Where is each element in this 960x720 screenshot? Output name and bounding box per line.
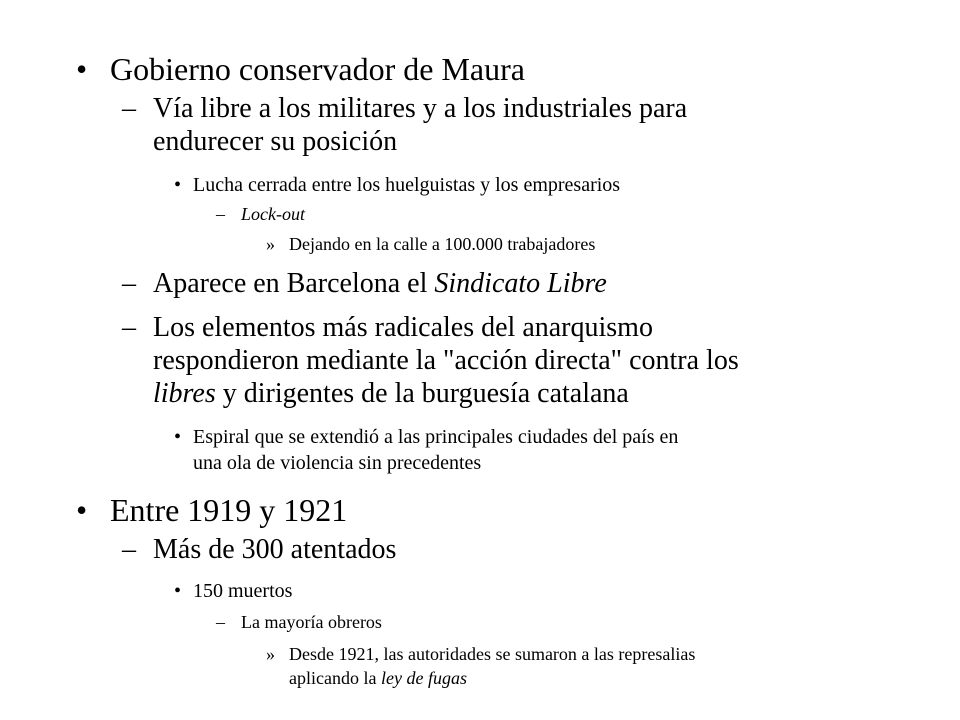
point-lucha-cerrada: Lucha cerrada entre los huelguistas y los empresarios — [193, 174, 621, 196]
subpoint-sindicato-libre — [153, 269, 607, 300]
bullet-marker: • — [76, 51, 88, 87]
point-espiral-line2: una ola de violencia sin precedentes — [193, 452, 482, 474]
subpoint-atentados: Más de 300 atentados — [153, 534, 397, 565]
heading-entre-1919: Entre 1919 y 1921 — [110, 492, 348, 528]
dash-marker: – — [122, 268, 136, 299]
lock-out-italic: Lock-out — [241, 204, 305, 224]
point-lock-out — [241, 205, 305, 225]
raquo-marker: » — [266, 644, 275, 664]
bullet-marker: • — [76, 492, 88, 528]
dash-marker: – — [216, 612, 225, 632]
point-dejando-calle: Dejando en la calle a 100.000 trabajadores — [289, 234, 596, 254]
libres-rest: y dirigentes de la burguesía catalana — [215, 378, 629, 409]
point-150-muertos: 150 muertos — [193, 580, 293, 602]
ley-de-fugas-italic: ley de fugas — [380, 668, 467, 688]
dash-marker: – — [216, 204, 225, 224]
point-espiral-line1: Espiral que se extendió a las principales ciudades del país en — [193, 426, 679, 448]
subpoint-via-libre-line2: endurecer su posición — [153, 126, 398, 157]
point-desde-1921-line2 — [289, 669, 467, 689]
heading-gobierno: Gobierno conservador de Maura — [110, 51, 525, 87]
point-desde-1921-line1: Desde 1921, las autoridades se sumaron a las represalias — [289, 644, 696, 664]
bullet-marker: • — [174, 174, 182, 196]
subpoint-via-libre-line1: Vía libre a los militares y a los industriales para — [153, 93, 688, 124]
dash-marker: – — [122, 534, 136, 565]
raquo-marker: » — [266, 234, 275, 254]
subpoint-elementos-line1: Los elementos más radicales del anarquismo — [153, 312, 653, 343]
aplicando-text: aplicando la — [289, 668, 381, 688]
libres-italic: libres — [153, 378, 216, 409]
dash-marker: – — [122, 93, 136, 124]
subpoint-elementos-line3 — [153, 379, 629, 410]
sindicato-text: Aparece en Barcelona el — [153, 268, 435, 299]
bullet-marker: • — [174, 580, 182, 602]
bullet-marker: • — [174, 426, 182, 448]
point-mayoria-obreros: La mayoría obreros — [241, 612, 382, 632]
subpoint-elementos-line2: respondieron mediante la "acción directa" contra los — [153, 345, 739, 376]
sindicato-libre-italic: Sindicato Libre — [434, 268, 607, 299]
dash-marker: – — [122, 312, 136, 343]
